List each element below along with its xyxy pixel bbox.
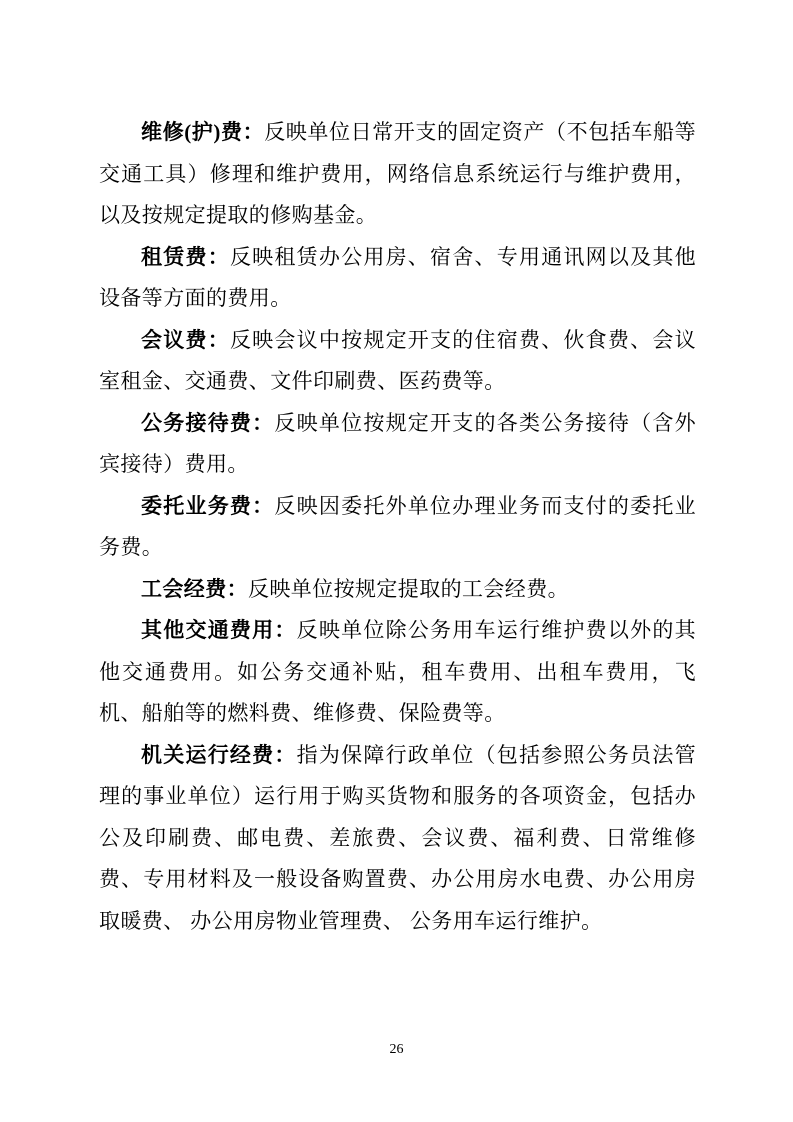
paragraph-text: 反映单位按规定提取的工会经费。: [248, 576, 569, 601]
paragraph-entrusted-business-fee: [99, 486, 696, 569]
paragraph-agency-operating-fund: [99, 735, 696, 943]
paragraph-term: 会议费：: [141, 327, 230, 352]
paragraph-text: 反映会议中按规定开支的住宿费、伙食费、会议室租金、交通费、文件印刷费、医药费等。: [99, 327, 696, 393]
paragraph-union-fund: [99, 569, 696, 611]
paragraph-text: 反映因委托外单位办理业务而支付的委托业务费。: [99, 493, 696, 559]
paragraph-maintenance-fee: [99, 112, 696, 237]
paragraph-text: 反映单位日常开支的固定资产（不包括车船等交通工具）修理和维护费用，网络信息系统运行与维护费用，以及按规定提取的修购基金。: [99, 120, 696, 227]
paragraph-term: 机关运行经费：: [141, 742, 297, 767]
paragraph-term: 租赁费：: [141, 244, 230, 269]
paragraph-term: 工会经费：: [141, 576, 248, 601]
page-number: 26: [389, 1042, 404, 1057]
paragraph-rental-fee: [99, 237, 696, 320]
paragraph-meeting-fee: [99, 320, 696, 403]
paragraph-term: 委托业务费：: [141, 493, 275, 518]
paragraph-text: 指为保障行政单位（包括参照公务员法管理的事业单位）运行用于购买货物和服务的各项资金，包括办公及印刷费、邮电费、差旅费、会议费、福利费、日常维修费、专用材料及一般设备购置费、办公用房水电费、办公用房取暖费、 办公用房物业管理费、 公务用车运行维护。: [99, 742, 696, 933]
page-content: [99, 112, 696, 942]
paragraph-term: 维修(护)费：: [141, 120, 265, 144]
paragraph-official-reception-fee: [99, 403, 696, 486]
paragraph-term: 其他交通费用：: [141, 618, 297, 642]
paragraph-term: 公务接待费：: [141, 410, 275, 435]
paragraph-text: 反映租赁办公用房、宿舍、专用通讯网以及其他设备等方面的费用。: [99, 244, 696, 310]
paragraph-text: 反映单位除公务用车运行维护费以外的其他交通费用。如公务交通补贴，租车费用、出租车费用，飞机、船舶等的燃料费、维修费、保险费等。: [99, 618, 696, 725]
paragraph-text: 反映单位按规定开支的各类公务接待（含外宾接待）费用。: [99, 410, 696, 476]
paragraph-other-transport-fee: [99, 610, 696, 735]
